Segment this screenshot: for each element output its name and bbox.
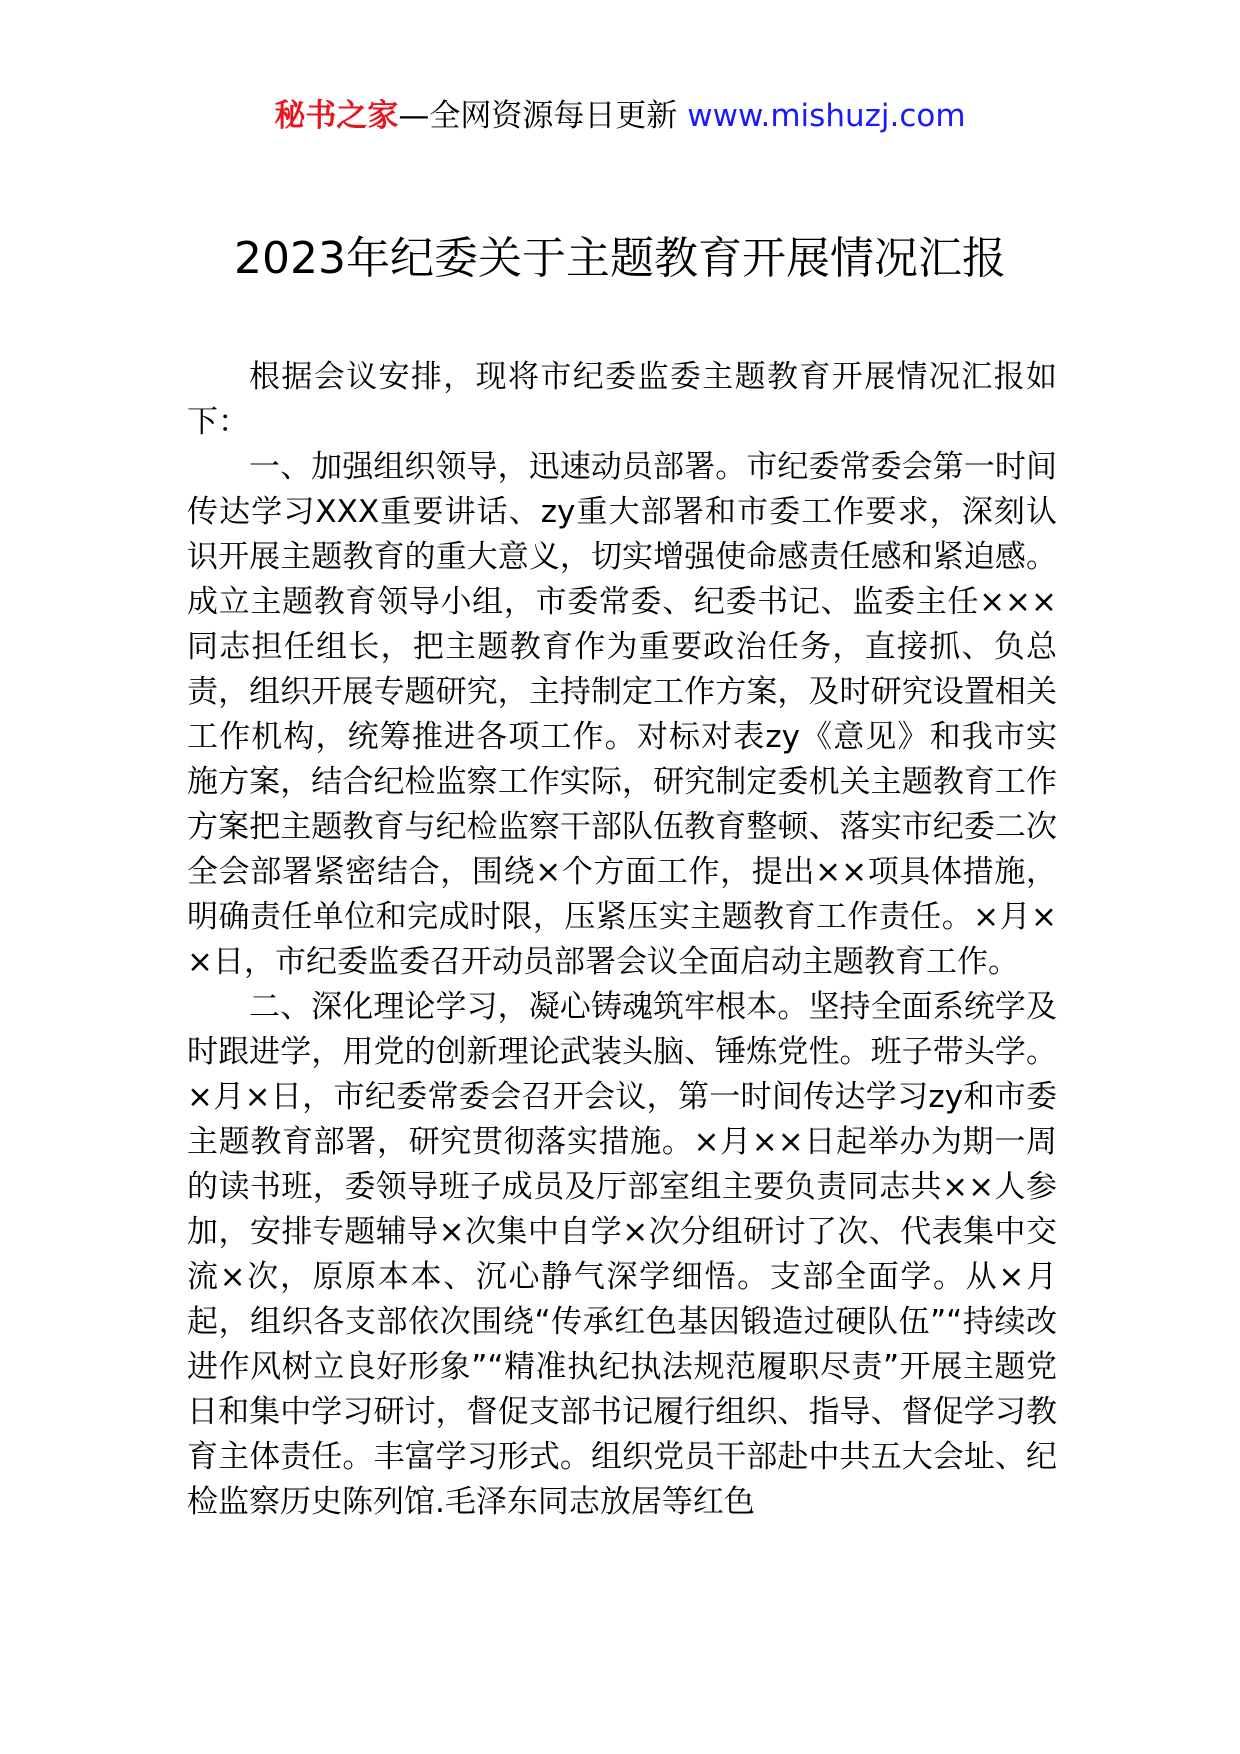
paragraph-intro: 根据会议安排，现将市纪委监委主题教育开展情况汇报如下： bbox=[187, 359, 1057, 440]
page-header bbox=[0, 96, 1240, 136]
paragraph-section-one: 一、加强组织领导，迅速动员部署。市纪委常委会第一时间传达学习XXX重要讲话、zy重大部署和市委工作要求，深刻认识开展主题教育的重大意义，切实增强使命感责任感和紧迫感。成立主题教育领导小组，市委常委、纪委书记、监委主任×××同志担任组长，把主题教育作为重要政治任务，直接抓、负总责，组织开展专题研究，主持制定工作方案，及时研究设置相关工作机构，统筹推进各项工作。对标对表zy《意见》和我市实施方案，结合纪检监察工作实际，研究制定委机关主题教育工作方案把主题教育与纪检监察干部队伍教育整顿、落实市纪委二次全会部署紧密结合，围绕×个方面工作，提出××项具体措施，明确责任单位和完成时限，压紧压实主题教育工作责任。×月××日，市纪委监委召开动员部署会议全面启动主题教育工作。 bbox=[187, 449, 1057, 980]
site-url-link[interactable]: www.mishuzj.com bbox=[687, 98, 966, 134]
site-tagline: —全网资源每日更新 bbox=[398, 98, 678, 134]
site-name: 秘书之家 bbox=[274, 98, 399, 134]
paragraph-section-two: 二、深化理论学习，凝心铸魂筑牢根本。坚持全面系统学及时跟进学，用党的创新理论武装头脑、锤炼党性。班子带头学。×月×日，市纪委常委会召开会议，第一时间传达学习zy和市委主题教育部署，研究贯彻落实措施。×月××日起举办为期一周的读书班，委领导班子成员及厅部室组主要负责同志共××人参加，安排专题辅导×次集中自学×次分组研讨了次、代表集中交流×次，原原本本、沉心静气深学细悟。支部全面学。从×月起，组织各支部依次围绕“传承红色基因锻造过硬队伍”“持续改进作风树立良好形象”“精准执纪执法规范履职尽责”开展主题党日和集中学习研讨，督促支部书记履行组织、指导、督促学习教育主体责任。丰富学习形式。组织党员干部赴中共五大会址、纪检监察历史陈列馆.毛泽东同志放居等红色 bbox=[187, 989, 1057, 1520]
document-title: 2023年纪委关于主题教育开展情况汇报 bbox=[234, 233, 1006, 284]
document-body bbox=[187, 355, 1057, 1525]
